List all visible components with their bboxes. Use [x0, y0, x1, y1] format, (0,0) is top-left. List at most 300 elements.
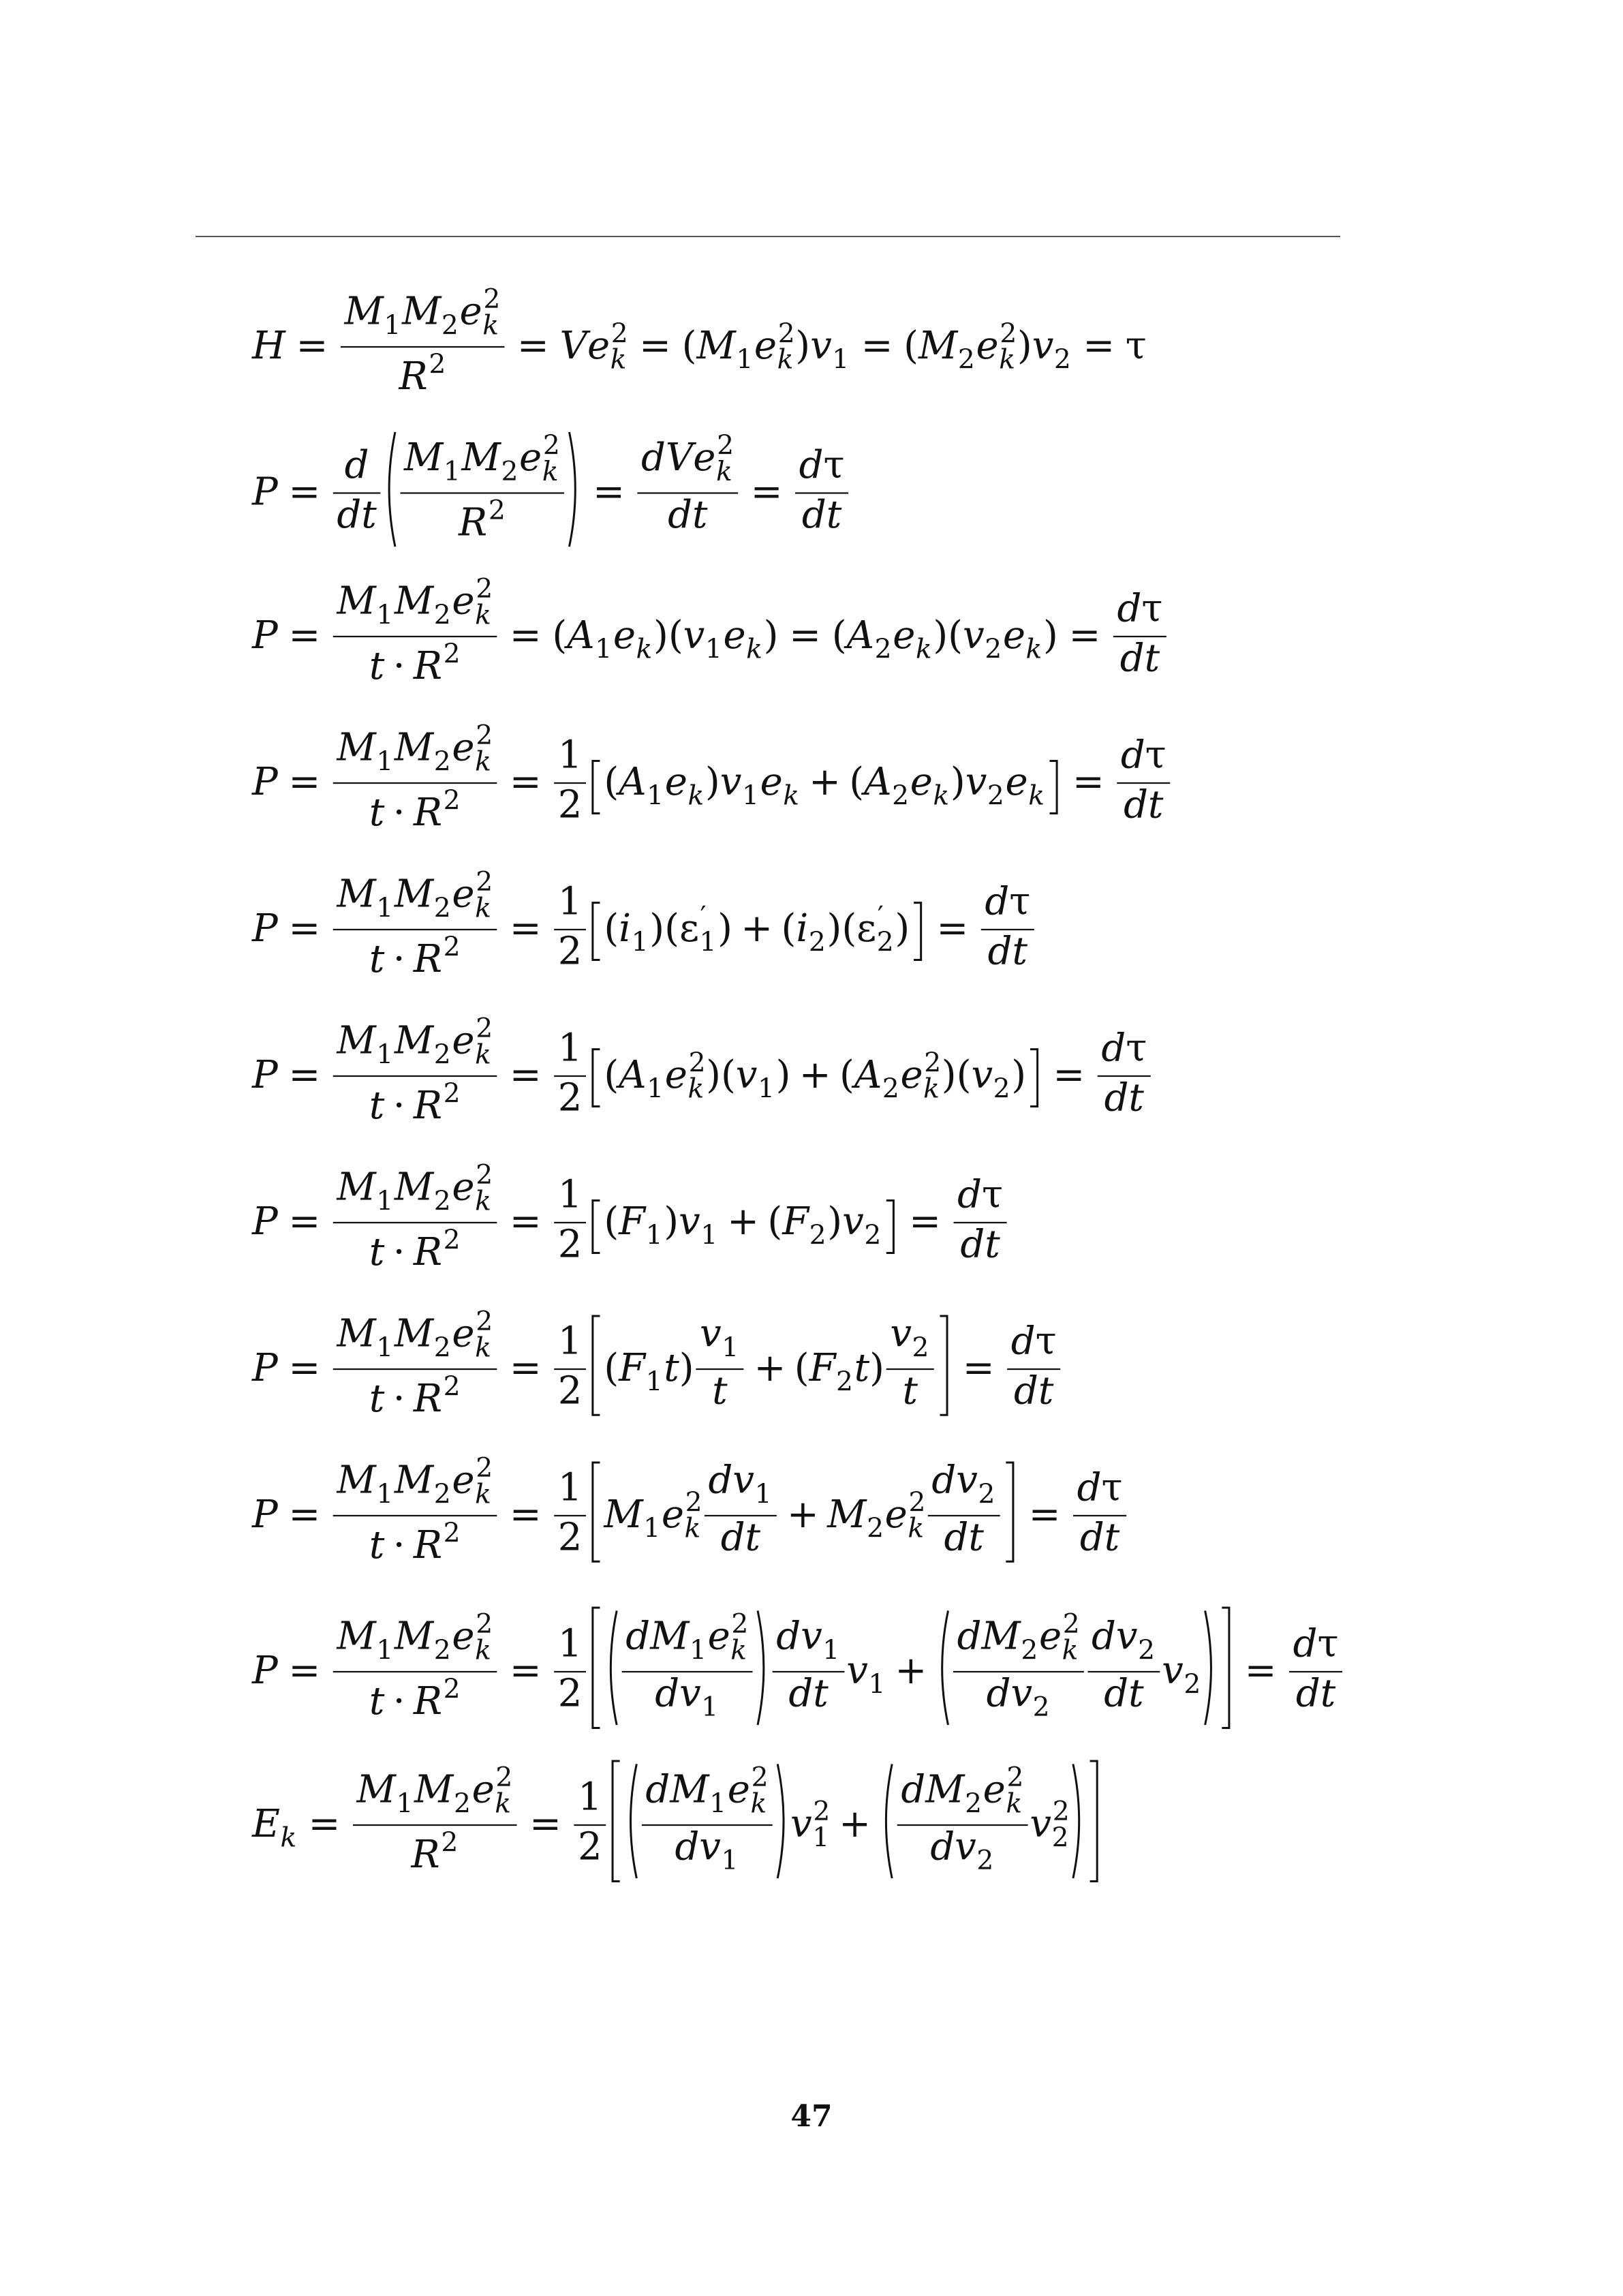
svg-text:2: 2 — [557, 1222, 583, 1267]
svg-text:k: k — [280, 1822, 297, 1854]
svg-text:t: t — [369, 790, 385, 835]
svg-text:e: e — [1005, 759, 1028, 804]
svg-text:P: P — [252, 1052, 278, 1097]
svg-text:d: d — [776, 1614, 801, 1659]
svg-text:1: 1 — [396, 1788, 414, 1820]
svg-text:e: e — [976, 323, 999, 368]
svg-text:2: 2 — [876, 927, 894, 958]
equation-formula — [252, 869, 1043, 985]
svg-text:v: v — [1010, 1671, 1033, 1716]
svg-text:2: 2 — [835, 1366, 853, 1398]
svg-text:e: e — [452, 1614, 475, 1659]
svg-text:): ) — [950, 759, 965, 804]
svg-text:·: · — [392, 643, 405, 688]
svg-text:F: F — [619, 1345, 646, 1390]
equation-formula — [252, 1308, 1069, 1424]
svg-text:2: 2 — [867, 1513, 884, 1544]
svg-text:=: = — [288, 1199, 321, 1244]
svg-text:e: e — [983, 1767, 1006, 1812]
svg-text:=: = — [962, 1345, 995, 1390]
svg-text:2: 2 — [476, 1013, 493, 1045]
svg-text:t: t — [854, 1345, 870, 1390]
svg-text:(: ( — [903, 323, 919, 368]
svg-text:P: P — [252, 1648, 278, 1693]
svg-text:d: d — [1014, 1368, 1038, 1413]
svg-text:t: t — [369, 1229, 385, 1274]
svg-text:V: V — [559, 323, 587, 368]
svg-text:v: v — [846, 1648, 868, 1693]
svg-text:(: ( — [794, 1345, 809, 1390]
svg-text:2: 2 — [433, 1039, 451, 1071]
svg-text:v: v — [679, 1671, 701, 1716]
svg-text:=: = — [509, 1199, 542, 1244]
svg-text:t: t — [902, 1368, 918, 1413]
svg-text:M: M — [404, 435, 444, 480]
svg-text:v: v — [965, 759, 987, 804]
svg-text:M: M — [337, 1458, 376, 1503]
svg-text:d: d — [1117, 586, 1142, 631]
svg-text:·: · — [392, 1376, 405, 1421]
svg-text:F: F — [809, 1345, 836, 1390]
svg-text:k: k — [1028, 780, 1045, 812]
svg-text:d: d — [957, 1614, 982, 1659]
equation-formula — [252, 1605, 1351, 1732]
svg-text:e: e — [452, 725, 475, 770]
svg-text:2: 2 — [908, 1487, 926, 1518]
svg-text:2: 2 — [441, 310, 459, 341]
svg-text:): ) — [1011, 1052, 1027, 1097]
svg-text:=: = — [1053, 1052, 1085, 1097]
svg-text:2: 2 — [1000, 318, 1017, 350]
svg-text:d: d — [1295, 1671, 1320, 1716]
svg-text:v: v — [720, 759, 742, 804]
svg-text:e: e — [452, 1311, 475, 1356]
svg-text:1: 1 — [705, 634, 722, 665]
svg-text:e: e — [693, 435, 716, 480]
svg-text:M: M — [461, 435, 501, 480]
svg-text:k: k — [687, 1073, 705, 1105]
svg-text:F: F — [619, 1199, 646, 1244]
svg-text:1: 1 — [709, 1788, 727, 1820]
svg-text:k: k — [933, 780, 950, 812]
svg-text:d: d — [986, 1671, 1011, 1716]
equation — [252, 1605, 1351, 1741]
svg-text:k: k — [684, 1513, 701, 1544]
svg-text:d: d — [987, 929, 1013, 974]
svg-text:ε: ε — [679, 906, 699, 951]
svg-text:2: 2 — [476, 1160, 493, 1191]
svg-text:P: P — [252, 1199, 278, 1244]
svg-text:2: 2 — [441, 1827, 459, 1858]
svg-text:1: 1 — [376, 600, 394, 631]
svg-text:R: R — [413, 1522, 443, 1567]
svg-text:e: e — [452, 579, 475, 624]
svg-text:1: 1 — [557, 1621, 583, 1666]
svg-text:M: M — [337, 1018, 376, 1063]
svg-text:2: 2 — [542, 430, 560, 461]
svg-text:d: d — [1120, 733, 1145, 778]
equation — [252, 1758, 1109, 1895]
svg-text:2: 2 — [1184, 1669, 1201, 1700]
equation — [252, 1455, 1135, 1591]
svg-text:): ) — [827, 1199, 843, 1244]
svg-text:M: M — [394, 1614, 434, 1659]
svg-text:e: e — [900, 1052, 923, 1097]
svg-text:=: = — [516, 323, 549, 368]
svg-text:2: 2 — [433, 600, 451, 631]
svg-text:(: ( — [664, 906, 679, 951]
svg-text:v: v — [732, 1458, 755, 1503]
svg-text:): ) — [933, 613, 948, 658]
equation-formula — [252, 1455, 1135, 1571]
svg-text:t: t — [1147, 782, 1164, 827]
svg-text:v: v — [842, 1199, 864, 1244]
svg-text:v: v — [955, 1824, 976, 1869]
svg-text:τ: τ — [982, 1172, 1003, 1217]
svg-text:v: v — [1162, 1648, 1184, 1693]
svg-text:1: 1 — [557, 733, 583, 778]
svg-text:=: = — [288, 1648, 321, 1693]
svg-text:e: e — [723, 613, 746, 658]
svg-text:2: 2 — [433, 746, 451, 778]
svg-text:2: 2 — [433, 1479, 451, 1510]
svg-text:2: 2 — [443, 1518, 461, 1549]
svg-text:t: t — [1128, 1075, 1144, 1120]
svg-text:=: = — [288, 1492, 321, 1537]
svg-text:e: e — [472, 1767, 495, 1812]
svg-text:1: 1 — [757, 1073, 775, 1105]
svg-text:d: d — [720, 1515, 745, 1560]
svg-text:1: 1 — [643, 1513, 661, 1544]
svg-text:k: k — [908, 1513, 925, 1544]
svg-text:M: M — [918, 323, 958, 368]
equation-formula — [252, 286, 1154, 402]
svg-text:d: d — [655, 1671, 680, 1716]
svg-text:+: + — [799, 1052, 831, 1097]
svg-text:2: 2 — [924, 1047, 942, 1079]
svg-text:t: t — [369, 1679, 385, 1724]
svg-text:M: M — [827, 1492, 867, 1537]
svg-text:1: 1 — [557, 1026, 583, 1071]
equation-formula — [252, 722, 1179, 838]
svg-text:k: k — [730, 1635, 747, 1666]
svg-text:v: v — [699, 1824, 721, 1869]
svg-text:P: P — [252, 1492, 278, 1537]
svg-text:=: = — [1068, 613, 1101, 658]
svg-text:e: e — [707, 1614, 730, 1659]
svg-text:+: + — [786, 1492, 819, 1537]
svg-text:v: v — [735, 1052, 758, 1097]
svg-text:k: k — [636, 634, 653, 665]
svg-text:t: t — [369, 1083, 385, 1128]
svg-text:2: 2 — [557, 1515, 583, 1560]
svg-text:k: k — [923, 1073, 940, 1105]
svg-text:d: d — [801, 492, 826, 537]
svg-text:t: t — [369, 936, 385, 981]
svg-text:k: k — [475, 893, 491, 924]
svg-text:M: M — [337, 872, 376, 917]
svg-text:v: v — [1030, 1801, 1052, 1846]
svg-text:2: 2 — [751, 1762, 769, 1794]
svg-text:+: + — [895, 1648, 927, 1693]
svg-text:2: 2 — [985, 634, 1002, 665]
svg-text:d: d — [931, 1458, 957, 1503]
svg-text:1: 1 — [376, 1039, 394, 1071]
svg-text:=: = — [288, 470, 321, 515]
svg-text:d: d — [1119, 636, 1145, 681]
svg-text:(: ( — [839, 1052, 854, 1097]
svg-text:2: 2 — [1138, 1635, 1156, 1666]
svg-text:=: = — [288, 759, 321, 804]
header-rule — [196, 236, 1340, 237]
svg-text:2: 2 — [483, 284, 501, 316]
svg-text:1: 1 — [595, 634, 613, 665]
svg-text:d: d — [675, 1824, 700, 1869]
svg-text:A: A — [846, 613, 875, 658]
svg-text:=: = — [1244, 1648, 1277, 1693]
svg-text:v: v — [699, 1311, 722, 1356]
svg-text:e: e — [1038, 1614, 1062, 1659]
svg-text:1: 1 — [384, 310, 401, 341]
svg-text:): ) — [869, 1345, 884, 1390]
svg-text:2: 2 — [443, 1225, 461, 1256]
svg-text:R: R — [413, 790, 443, 835]
svg-text:A: A — [864, 759, 892, 804]
equation — [252, 1015, 1160, 1152]
svg-text:2: 2 — [429, 349, 446, 380]
svg-text:2: 2 — [978, 1479, 995, 1510]
svg-text:e: e — [452, 872, 475, 917]
svg-text:1: 1 — [645, 1366, 663, 1398]
svg-text:(: ( — [604, 906, 619, 951]
svg-text:(: ( — [604, 759, 619, 804]
svg-text:=: = — [509, 613, 542, 658]
svg-text:d: d — [625, 1614, 651, 1659]
equation — [252, 722, 1179, 859]
svg-text:=: = — [296, 323, 328, 368]
svg-text:): ) — [775, 1052, 791, 1097]
svg-text:(: ( — [720, 1052, 736, 1097]
svg-text:2: 2 — [476, 720, 493, 752]
svg-text:A: A — [854, 1052, 882, 1097]
svg-text:·: · — [392, 1083, 405, 1128]
equation — [252, 576, 1175, 712]
svg-text:1: 1 — [631, 927, 649, 958]
svg-text:2: 2 — [433, 1332, 451, 1364]
svg-text:+: + — [727, 1199, 760, 1244]
svg-text:t: t — [968, 1515, 984, 1560]
svg-text:t: t — [813, 1671, 829, 1716]
svg-text:R: R — [413, 1229, 443, 1274]
svg-text:t: t — [369, 1522, 385, 1567]
svg-text:): ) — [826, 906, 842, 951]
svg-text:M: M — [414, 1767, 454, 1812]
svg-text:d: d — [799, 443, 824, 488]
svg-text:d: d — [788, 1671, 814, 1716]
svg-text:e: e — [452, 1458, 475, 1503]
svg-text:d: d — [1104, 1671, 1129, 1716]
svg-text:τ: τ — [823, 443, 845, 488]
svg-text:2: 2 — [501, 456, 519, 487]
svg-text:): ) — [795, 323, 811, 368]
svg-text:1: 1 — [577, 1775, 602, 1820]
svg-text:M: M — [356, 1767, 396, 1812]
svg-text:2: 2 — [557, 929, 583, 974]
svg-text:e: e — [1002, 613, 1025, 658]
svg-text:(: ( — [604, 1052, 619, 1097]
svg-text:2: 2 — [577, 1824, 602, 1869]
svg-text:v: v — [679, 1199, 700, 1244]
svg-text:2: 2 — [892, 780, 910, 812]
svg-text:1: 1 — [557, 1465, 583, 1510]
svg-text:2: 2 — [1021, 1635, 1038, 1666]
svg-text:2: 2 — [433, 893, 451, 924]
svg-text:′: ′ — [700, 901, 707, 932]
svg-text:1: 1 — [376, 1186, 394, 1217]
svg-text:1: 1 — [832, 344, 850, 376]
svg-text:t: t — [1144, 636, 1160, 681]
svg-text:): ) — [763, 613, 779, 658]
svg-text:e: e — [587, 323, 610, 368]
svg-text:M: M — [925, 1767, 965, 1812]
svg-text:M: M — [337, 579, 376, 624]
svg-text:M: M — [394, 1018, 434, 1063]
svg-text:(: ( — [831, 613, 847, 658]
svg-text:2: 2 — [717, 430, 735, 461]
svg-text:2: 2 — [688, 1047, 706, 1079]
svg-text:1: 1 — [647, 1073, 664, 1105]
svg-text:2: 2 — [433, 1635, 451, 1666]
svg-text:): ) — [664, 1199, 679, 1244]
svg-text:k: k — [482, 310, 499, 341]
svg-text:2: 2 — [476, 1453, 493, 1484]
svg-text:=: = — [1083, 323, 1115, 368]
svg-text:k: k — [687, 780, 705, 812]
page-number: 47 — [790, 2099, 833, 2134]
svg-text:2: 2 — [1052, 1796, 1070, 1828]
svg-text:d: d — [901, 1767, 926, 1812]
svg-text:d: d — [944, 1515, 969, 1560]
svg-text:): ) — [895, 906, 910, 951]
svg-text:τ: τ — [1141, 586, 1163, 631]
svg-text:M: M — [394, 1311, 434, 1356]
svg-text:=: = — [509, 1345, 542, 1390]
svg-text:t: t — [361, 492, 377, 537]
svg-text:A: A — [619, 1052, 647, 1097]
svg-text:1: 1 — [376, 1635, 394, 1666]
svg-text:2: 2 — [965, 1788, 983, 1820]
svg-text:F: F — [782, 1199, 809, 1244]
svg-text:2: 2 — [1062, 1609, 1080, 1640]
svg-text:+: + — [741, 906, 773, 951]
svg-text:=: = — [509, 1052, 542, 1097]
svg-text:=: = — [288, 1345, 321, 1390]
svg-text:R: R — [413, 1376, 443, 1421]
svg-text:P: P — [252, 759, 278, 804]
svg-text:e: e — [519, 435, 542, 480]
svg-text:=: = — [909, 1199, 942, 1244]
svg-text:v: v — [963, 613, 985, 658]
svg-text:2: 2 — [1051, 1822, 1069, 1854]
svg-text:2: 2 — [882, 1073, 899, 1105]
svg-text:1: 1 — [647, 780, 664, 812]
svg-text:1: 1 — [557, 1319, 583, 1364]
svg-text:t: t — [1012, 929, 1028, 974]
svg-text:t: t — [985, 1222, 1000, 1267]
svg-text:e: e — [893, 613, 916, 658]
svg-text:e: e — [459, 289, 482, 334]
svg-text:(: ( — [767, 1199, 783, 1244]
svg-text:·: · — [392, 790, 405, 835]
svg-text:=: = — [750, 470, 783, 515]
svg-text:1: 1 — [721, 1845, 739, 1876]
svg-text:2: 2 — [809, 1220, 826, 1251]
svg-text:d: d — [344, 443, 369, 488]
svg-text:2: 2 — [987, 780, 1004, 812]
svg-text:2: 2 — [453, 1788, 471, 1820]
equation-formula — [252, 1758, 1109, 1886]
svg-text:d: d — [1079, 1515, 1104, 1560]
svg-text:·: · — [392, 936, 405, 981]
svg-text:2: 2 — [1053, 344, 1071, 376]
svg-text:d: d — [960, 1222, 985, 1267]
svg-text:k: k — [475, 1186, 491, 1217]
svg-text:2: 2 — [495, 1762, 513, 1794]
svg-text:1: 1 — [376, 1332, 394, 1364]
svg-text:M: M — [402, 289, 442, 334]
svg-text:=: = — [789, 613, 822, 658]
svg-text:k: k — [777, 344, 794, 376]
svg-text:(: ( — [948, 613, 963, 658]
svg-text:τ: τ — [1145, 733, 1166, 778]
svg-text:2: 2 — [476, 1609, 493, 1640]
svg-text:k: k — [999, 344, 1015, 376]
svg-text:2: 2 — [976, 1845, 994, 1876]
svg-text:1: 1 — [557, 1172, 583, 1217]
svg-text:i: i — [796, 906, 809, 951]
svg-text:v: v — [1032, 323, 1054, 368]
svg-text:d: d — [337, 492, 362, 537]
svg-text:2: 2 — [993, 1073, 1010, 1105]
svg-text:): ) — [941, 1052, 957, 1097]
svg-text:2: 2 — [476, 867, 493, 898]
equation — [252, 429, 857, 566]
svg-text:=: = — [308, 1801, 341, 1846]
svg-text:t: t — [745, 1515, 761, 1560]
svg-text:τ: τ — [1126, 1026, 1147, 1071]
svg-text:M: M — [337, 1311, 376, 1356]
svg-text:M: M — [650, 1614, 690, 1659]
svg-text:1: 1 — [557, 879, 583, 924]
svg-text:·: · — [392, 1679, 405, 1724]
svg-text:k: k — [783, 780, 800, 812]
svg-text:R: R — [413, 1679, 443, 1724]
svg-text:ε: ε — [856, 906, 877, 951]
svg-text:v: v — [1115, 1614, 1138, 1659]
svg-text:e: e — [452, 1165, 475, 1210]
svg-text:v: v — [810, 323, 832, 368]
svg-text:t: t — [1320, 1671, 1336, 1716]
svg-text:1: 1 — [699, 927, 717, 958]
svg-text:2: 2 — [488, 495, 506, 526]
svg-text:=: = — [509, 759, 542, 804]
svg-text:d: d — [1124, 782, 1148, 827]
svg-text:2: 2 — [557, 1368, 583, 1413]
svg-text:τ: τ — [1009, 879, 1031, 924]
svg-text:t: t — [369, 643, 385, 688]
svg-text:M: M — [604, 1492, 643, 1537]
svg-text:2: 2 — [1032, 1692, 1050, 1723]
